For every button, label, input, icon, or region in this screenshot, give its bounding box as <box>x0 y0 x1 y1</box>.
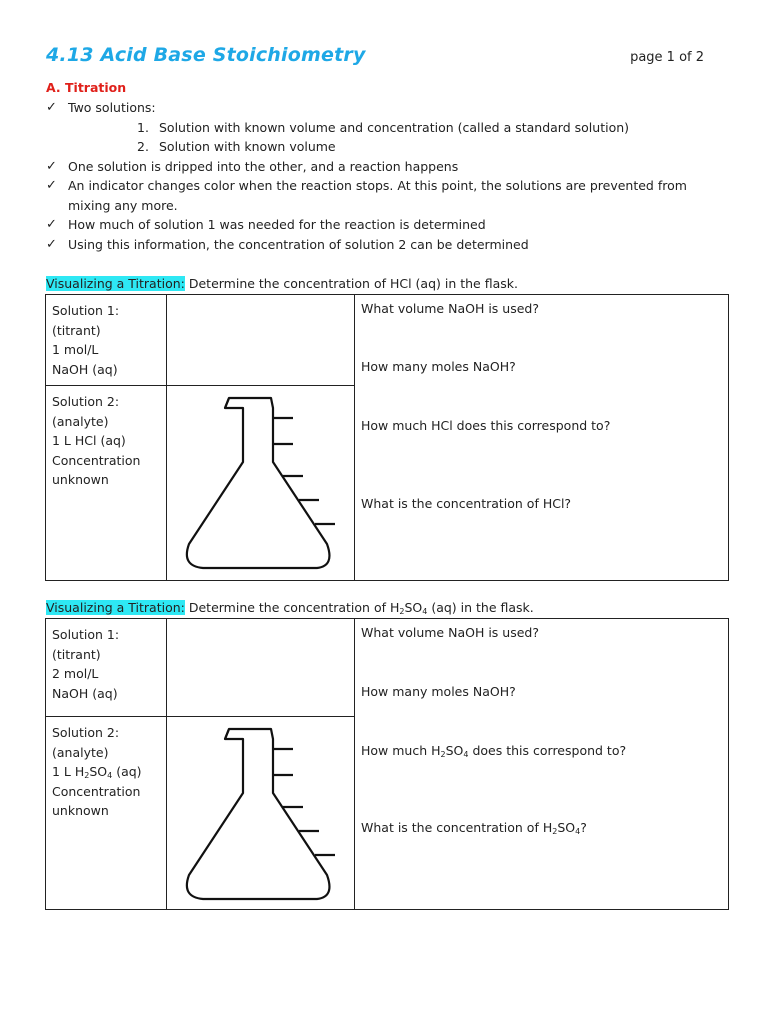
check-icon: ✓ <box>46 178 57 193</box>
viz1-empty-cell <box>167 295 355 386</box>
viz2-questions: What volume NaOH is used? How many moles NaOH? How much $H_2SO_4$ does this correspond to? What is the concentration of $H_2SO_4$? <box>355 619 729 910</box>
viz1-flask-cell <box>167 386 355 581</box>
check-icon: ✓ <box>46 217 57 232</box>
viz2-solution1: Solution 1: (titrant) 2 mol/L NaOH (aq) <box>46 619 167 717</box>
sub-item: 1. Solution with known volume and concentration (called a standard solution) <box>137 119 630 135</box>
viz1-highlight: Visualizing a Titration: <box>46 276 185 291</box>
viz2-heading: Visualizing a Titration: Determine the concentration of $H_2SO_4$ (aq) in the flask. <box>46 600 534 616</box>
page-title: 4.13 Acid Base Stoichiometry <box>46 44 366 66</box>
viz1-heading: Visualizing a Titration: Determine the concentration of HCl (aq) in the flask. <box>46 276 518 291</box>
erlenmeyer-flask-icon <box>177 394 342 574</box>
titration-bullets <box>46 98 726 254</box>
viz2-empty-cell <box>167 619 355 717</box>
bullet-item: ✓ Two solutions: <box>46 98 726 118</box>
check-icon: ✓ <box>46 158 57 174</box>
viz2-highlight: Visualizing a Titration: <box>46 600 185 615</box>
bullet-item: ✓ How much of solution 1 was needed for the reaction is determined <box>46 215 726 235</box>
section-heading: A. Titration <box>46 80 127 95</box>
viz1-solution1: Solution 1: (titrant) 1 mol/L NaOH (aq) <box>46 295 167 386</box>
check-icon: ✓ <box>46 100 57 115</box>
viz2-table <box>45 618 729 910</box>
viz1-questions: What volume NaOH is used? How many moles NaOH? How much HCl does this correspond to? What is the concentration of HCl? <box>355 295 729 581</box>
erlenmeyer-flask-icon <box>177 725 342 905</box>
bullet-item-continuation: mixing any more. <box>68 197 178 213</box>
check-icon: ✓ <box>46 236 57 252</box>
bullet-item: ✓ An indicator changes color when the reaction stops. At this point, the solutions are prevented from <box>46 176 726 196</box>
viz1-table <box>45 294 729 581</box>
sub-item: 2. Solution with known volume <box>137 139 336 154</box>
bullet-item: ✓ One solution is dripped into the other, and a reaction happens <box>46 157 726 177</box>
page-number: page 1 of 2 <box>630 50 704 65</box>
viz1-solution2: Solution 2: (analyte) 1 L HCl (aq) Concentration unknown <box>46 386 167 581</box>
viz2-flask-cell <box>167 717 355 910</box>
bullet-item: ✓ Using this information, the concentration of solution 2 can be determined <box>46 235 726 255</box>
viz2-solution2: Solution 2: (analyte) 1 L $H_2SO_4$ (aq) Concentration unknown <box>46 717 167 910</box>
